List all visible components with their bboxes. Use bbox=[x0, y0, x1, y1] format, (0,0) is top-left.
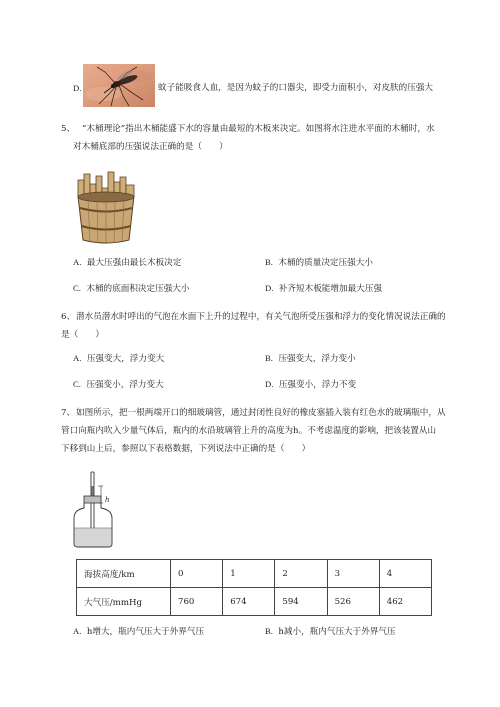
q7-option-b-letter: B. bbox=[265, 626, 273, 636]
q6-option-b-text: 压强变大，浮力变小 bbox=[278, 354, 356, 364]
q7-stem-line1: 如图所示，把一根两端开口的细玻璃管，通过封闭性良好的橡皮塞插入装有红色水的玻璃瓶中，从 bbox=[76, 408, 446, 418]
table-cell: 4 bbox=[379, 560, 431, 588]
table-cell: 760 bbox=[171, 588, 223, 616]
table-cell: 526 bbox=[327, 588, 379, 616]
table-cell: 3 bbox=[327, 560, 379, 588]
table-cell: 海拔高度/km bbox=[77, 560, 171, 588]
q6-option-d-text: 压强变小，浮力不变 bbox=[278, 380, 357, 390]
q6-option-b bbox=[265, 354, 356, 364]
bottle-figure bbox=[70, 470, 118, 548]
q7-option-a bbox=[73, 627, 204, 637]
q7-stem-line3: 下移到山上后，参照以下表格数据，下列说法中正确的是（ ） bbox=[61, 444, 311, 454]
q6-option-c-letter: C. bbox=[73, 379, 81, 389]
table-cell: 462 bbox=[379, 588, 431, 616]
q6-option-c-text: 压强变小，浮力变大 bbox=[86, 380, 164, 390]
q7-option-b-text: h减小，瓶内气压大于外界气压 bbox=[278, 627, 396, 637]
q7-stem-line2: 管口向瓶内吹入少量气体后，瓶内的水沿玻璃管上升的高度为h。不考虑温度的影响，把该装置从山 bbox=[61, 426, 437, 436]
q5-option-a bbox=[73, 258, 181, 268]
q4-option-d-letter: D. bbox=[73, 83, 82, 93]
q6-option-a bbox=[73, 354, 164, 364]
q5-option-c-letter: C. bbox=[73, 283, 81, 293]
q7-option-a-letter: A. bbox=[73, 626, 82, 636]
table-cell: 594 bbox=[275, 588, 327, 616]
q5-option-c bbox=[73, 284, 190, 294]
q6-option-a-letter: A. bbox=[73, 353, 82, 363]
q6-option-d-letter: D. bbox=[265, 379, 274, 389]
q7-option-a-text: h增大，瓶内气压大于外界气压 bbox=[86, 627, 205, 637]
mosquito-image bbox=[83, 64, 155, 107]
table-row bbox=[77, 560, 432, 588]
q7-option-b bbox=[265, 627, 396, 637]
table-cell: 1 bbox=[223, 560, 275, 588]
table-cell: 0 bbox=[171, 560, 223, 588]
table-cell: 大气压/mmHg bbox=[77, 588, 171, 616]
q6-option-a-text: 压强变大，浮力变大 bbox=[86, 354, 165, 364]
table-row bbox=[77, 588, 432, 616]
q6-stem-line2: 是（ ） bbox=[61, 330, 104, 340]
wooden-bucket-illustration bbox=[74, 170, 138, 246]
q7-figure-h-label: h bbox=[105, 496, 110, 504]
q7-number: 7、 bbox=[61, 408, 76, 418]
q5-stem-line1: “木桶理论”指出木桶能盛下水的容量由最短的木板来决定。如图将水注进水平面的木桶时，水 bbox=[82, 124, 435, 134]
q5-option-b bbox=[265, 258, 373, 268]
q5-option-d-text: 补齐短木板能增加最大压强 bbox=[278, 284, 382, 294]
q5-option-b-text: 木桶的质量决定压强大小 bbox=[278, 258, 373, 268]
q5-option-c-text: 木桶的底面积决定压强大小 bbox=[86, 284, 190, 294]
q5-option-a-letter: A. bbox=[73, 257, 82, 267]
q5-option-a-text: 最大压强由最长木板决定 bbox=[86, 258, 182, 268]
mosquito-illustration bbox=[83, 64, 155, 107]
q6-option-c bbox=[73, 380, 164, 390]
q5-option-d bbox=[265, 284, 382, 294]
q5-option-d-letter: D. bbox=[265, 283, 274, 293]
table-cell: 2 bbox=[275, 560, 327, 588]
wooden-bucket-image bbox=[74, 170, 138, 246]
altitude-pressure-table bbox=[76, 559, 432, 616]
table-cell: 674 bbox=[223, 588, 275, 616]
bottle-tube-diagram bbox=[70, 470, 118, 548]
q5-number: 5、 bbox=[61, 124, 76, 134]
q5-stem-line2: 对木桶底部的压强说法正确的是（ ） bbox=[73, 142, 228, 152]
q6-option-d bbox=[265, 380, 356, 390]
q5-option-b-letter: B. bbox=[265, 257, 273, 267]
q6-stem-line1: 潜水员潜水时呼出的气泡在水面下上升的过程中，有关气泡所受压强和浮力的变化情况说法正确的 bbox=[76, 312, 446, 322]
q4-option-d-text: 蚊子能吸食人血，是因为蚊子的口器尖，即受力面积小，对皮肤的压强大 bbox=[158, 83, 434, 93]
q6-number: 6、 bbox=[61, 312, 76, 322]
q6-option-b-letter: B. bbox=[265, 353, 273, 363]
